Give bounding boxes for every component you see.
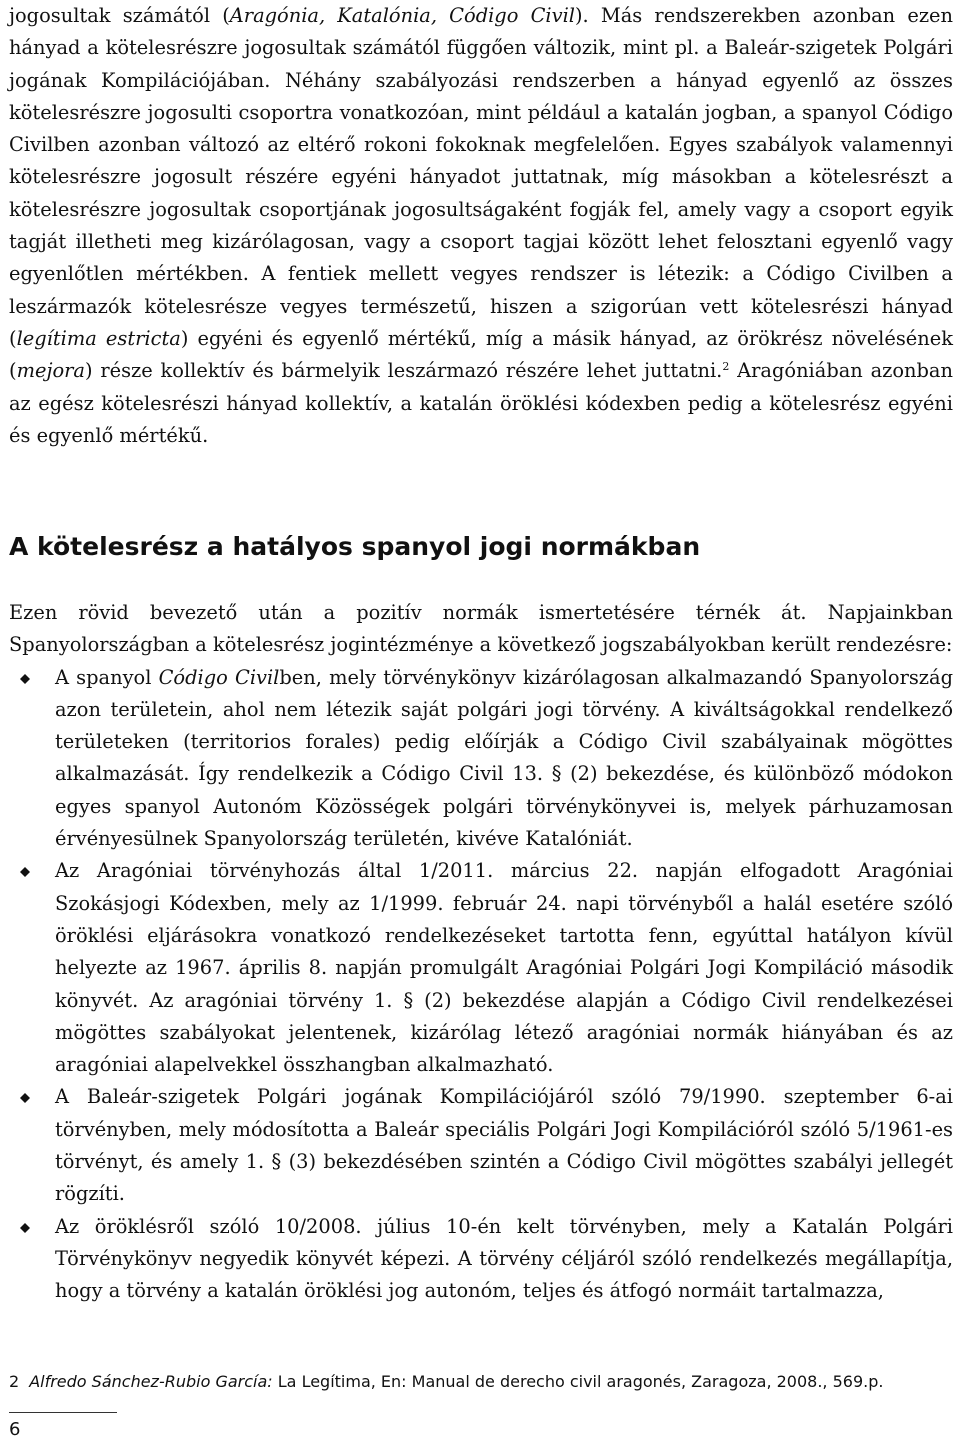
text-run: A Baleár-szigetek Polgári jogának Kompilációjáról szóló 79/1990. szeptember 6-ai törvényben, mely módosította a Baleár speciális Polgári Jogi Kompilációról szóló 5/1961-es törvényt, és amely 1. § (3) bekezdésében szintén a Código Civil mögöttes szabályi jellegét rögzíti.: [55, 1085, 953, 1206]
list-item: [9, 1211, 953, 1308]
document-page: [9, 0, 953, 1440]
text-run: jogosultak számától (: [9, 4, 230, 27]
list-item: [9, 855, 953, 1081]
diamond-bullet-icon: [20, 674, 30, 684]
list-item: [9, 662, 953, 856]
footnote-reference[interactable]: 2: [722, 360, 730, 374]
body-paragraph: [9, 0, 953, 452]
footnote-author: Alfredo Sánchez-Rubio García:: [29, 1372, 273, 1391]
intro-paragraph: Ezen rövid bevezető után a pozitív normák ismertetésére térnék át. Napjainkban Spanyolországban a kötelesrész jogintézménye a következő jogszabályokban került rendezésre:: [9, 601, 953, 657]
text-run: ben, mely törvénykönyv kizárólagosan alkalmazandó Spanyolország azon területein, ahol nem létezik saját polgári jogi törvény. A kiváltságokkal rendelkező területeken (territorios forales) pedig előírják a Código Civil szabályainak mögöttes alkalmazását. Így rendelkezik a Código Civil 13. § (2) bekezdése, és különböző módokon egyes spanyol Autonóm Közösségek polgári törvénykönyvei is, melyek párhuzamosan érvényesülnek Spanyolország területén, kivéve Katalóniát.: [55, 665, 953, 851]
italic-run: Código Civil: [158, 665, 280, 689]
section-heading: A kötelesrész a hatályos spanyol jogi normákban: [9, 532, 701, 561]
legislation-list: [9, 662, 953, 1308]
text-run: ) egyéni és egyenlő mértékű, míg a másik hányad, az örökrész növelésének (: [9, 326, 953, 383]
page-number: 6: [9, 1419, 21, 1440]
text-run: ). Más rendszerekben azonban ezen hányad a kötelesrészre jogosultak számától függően változik, mint pl. a Baleár-szigetek Polgári jogának Kompilációjában. Néhány szabályozási rendszerben a hányad egyenlő az összes kötelesrészre jogosulti csoportra vonatkozóan, mint például a katalán jogban, a spanyol Código Civilben azonban változó az eltérő rokoni fokoknak megfelelően. Egyes szabályok valamennyi kötelesrészre jogosult részére egyéni hányadot juttatnak, míg másokban a kötelesrészt a kötelesrészre jogosultak csoportjának jogosultságaként fogják fel, amely vagy a csoport egyik tagját illetheti meg kizárólagosan, vagy a csoport tagjai között lehet felosztani egyenlő vagy egyenlőtlen mértékben. A fentiek mellett vegyes rendszer is létezik: a Código Civilben a leszármazók kötelesrésze vegyes természetű, hiszen a szigorúan vett kötelesrészi hányad (: [9, 4, 953, 350]
text-run: A spanyol: [55, 665, 159, 689]
italic-run: legítima estricta: [16, 326, 181, 350]
footer-divider: [9, 1412, 117, 1413]
text-run: ) része kollektív és bármelyik leszármazó részére lehet juttatni.: [84, 359, 723, 383]
diamond-bullet-icon: [20, 1223, 30, 1233]
list-item: [9, 1081, 953, 1210]
footnote: [9, 1371, 883, 1393]
text-run: Az öröklésről szóló 10/2008. július 10-én kelt törvényben, mely a Katalán Polgári Törvénykönyv negyedik könyvét képezi. A törvény céljáról szóló rendelkezés megállapítja, hogy a törvény a katalán öröklési jog autonóm, teljes és átfogó normáit tartalmazza,: [55, 1214, 953, 1303]
italic-run: Aragónia, Katalónia, Código Civil: [229, 4, 575, 27]
diamond-bullet-icon: [20, 867, 30, 877]
italic-run: mejora: [16, 359, 85, 383]
diamond-bullet-icon: [20, 1093, 30, 1103]
footnote-number: 2: [9, 1372, 20, 1391]
text-run: Az Aragóniai törvényhozás által 1/2011. március 22. napján elfogadott Aragóniai Szokásjogi Kódexben, mely az 1/1999. február 24. napi törvényből a halál esetére szóló öröklési eljárásokra vonatkozó rendelkezéseket tartotta fenn, egyúttal hatályon kívül helyezte az 1967. április 8. napján promulgált Aragóniai Polgári Jogi Kompiláció második könyvét. Az aragóniai törvény 1. § (2) bekezdése alapján a Código Civil rendelkezései mögöttes szabályokat jelentenek, kizárólag létező aragóniai normák hiányában és az aragóniai alapelvekkel összhangban alkalmazható.: [55, 859, 953, 1077]
section-content: [9, 597, 953, 1308]
footnote-text: La Legítima, En: Manual de derecho civil aragonés, Zaragoza, 2008., 569.p.: [272, 1372, 884, 1391]
text-run: Aragóniában azonban az egész kötelesrészi hányad kollektív, a katalán öröklési kódexben pedig a kötelesrész egyéni és egyenlő mértékű.: [9, 359, 953, 447]
